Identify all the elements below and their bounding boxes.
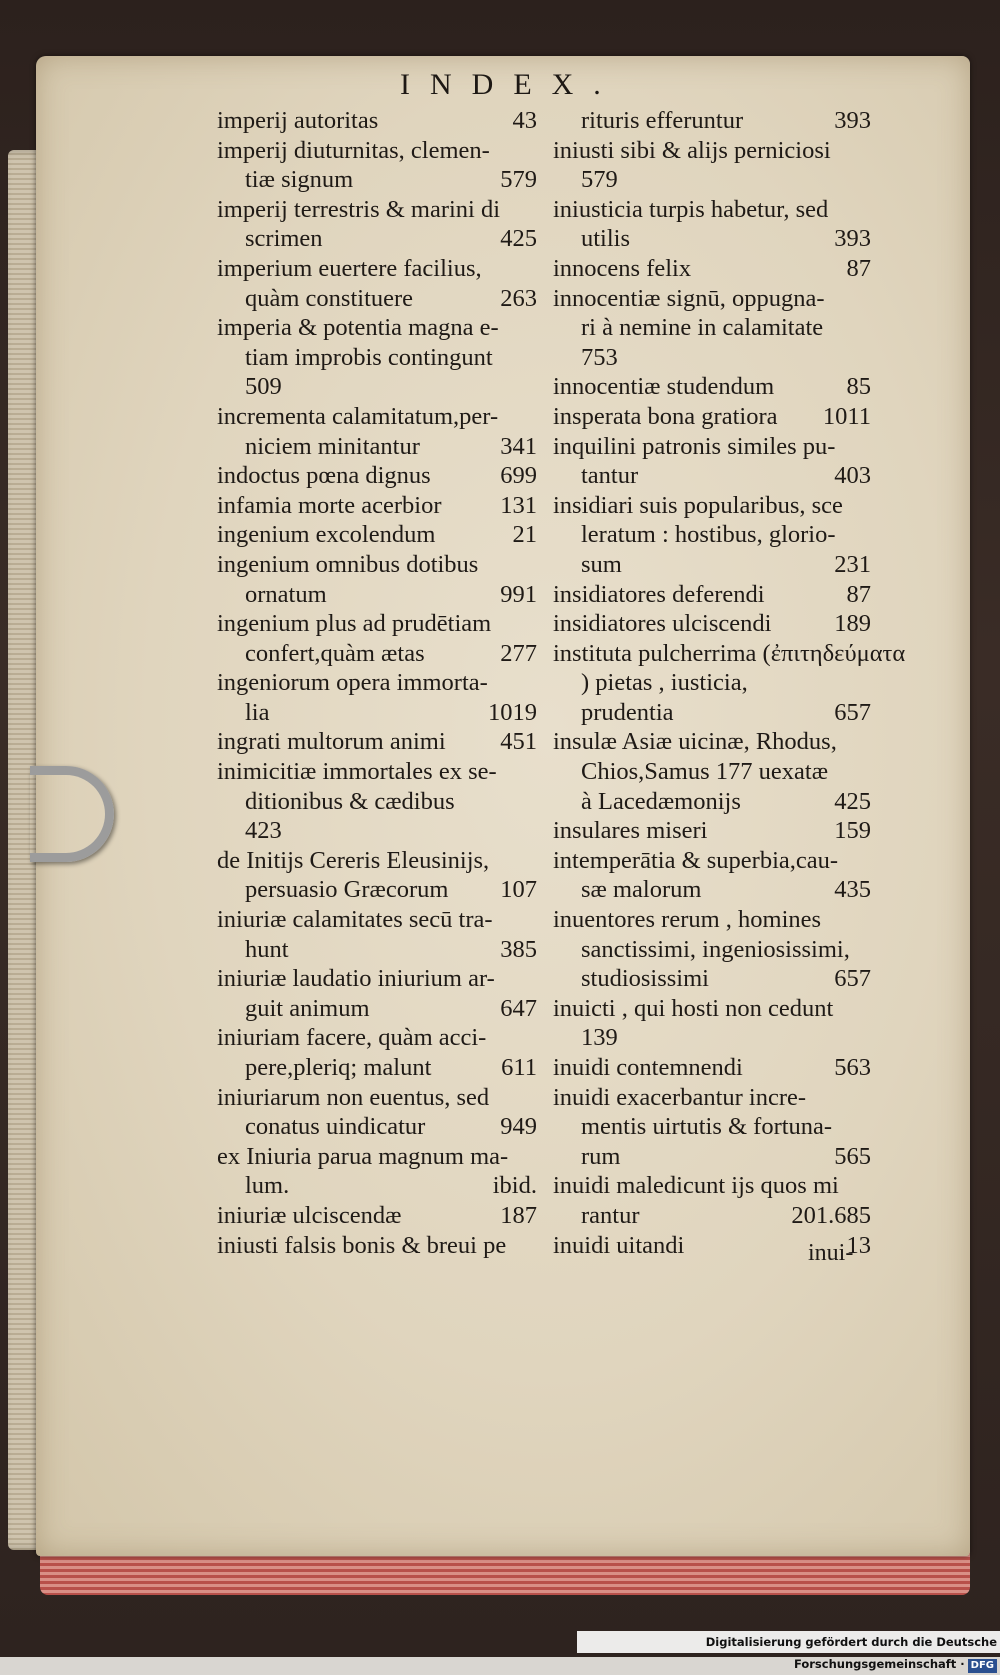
index-line bbox=[217, 639, 537, 669]
page-number: 87 bbox=[846, 580, 871, 608]
page-number: 107 bbox=[500, 876, 537, 904]
page-number: 131 bbox=[500, 491, 537, 519]
index-line bbox=[553, 284, 871, 314]
page-number: 657 bbox=[834, 698, 871, 726]
index-line bbox=[217, 1112, 537, 1142]
page-number: 201.685 bbox=[791, 1201, 871, 1229]
index-entry bbox=[217, 1231, 537, 1261]
page-number: 563 bbox=[834, 1054, 871, 1081]
page-number: 647 bbox=[500, 994, 537, 1022]
page-number: 393 bbox=[834, 107, 871, 134]
dfg-logo: DFG bbox=[968, 1659, 997, 1673]
entry-text: ingenium omnibus dotibus bbox=[217, 550, 479, 578]
index-line bbox=[553, 313, 871, 343]
index-entry bbox=[553, 846, 871, 905]
entry-text: incrementa calamitatum,per- bbox=[217, 402, 499, 430]
entry-text: 753 bbox=[581, 343, 618, 371]
index-line bbox=[553, 136, 871, 166]
entry-text: inquilini patronis similes pu- bbox=[553, 432, 836, 460]
index-line bbox=[217, 432, 537, 462]
index-line bbox=[553, 165, 871, 195]
entry-text: conatus uindicatur bbox=[245, 1113, 426, 1141]
index-line bbox=[553, 432, 871, 462]
entry-text: prudentia bbox=[581, 698, 674, 726]
index-line bbox=[553, 491, 871, 521]
page-number: 393 bbox=[834, 225, 871, 253]
index-entry bbox=[553, 816, 871, 846]
index-line bbox=[217, 757, 537, 787]
page-number: 451 bbox=[500, 728, 537, 756]
entry-text: rituris efferuntur bbox=[581, 107, 744, 134]
index-line bbox=[217, 905, 537, 935]
index-entry bbox=[553, 1083, 871, 1172]
entry-text: insulares miseri bbox=[553, 817, 708, 845]
page-number: 189 bbox=[834, 610, 871, 638]
index-entry bbox=[553, 106, 871, 136]
page-number: 85 bbox=[846, 373, 871, 401]
entry-text: ex Iniuria parua magnum ma- bbox=[217, 1142, 509, 1170]
dfg-footer bbox=[577, 1631, 1000, 1671]
page-number: 159 bbox=[834, 817, 871, 845]
entry-text: insidiari suis popularibus, sce bbox=[553, 491, 843, 519]
index-line bbox=[217, 254, 537, 284]
entry-text: 139 bbox=[581, 1024, 618, 1052]
page-number: 425 bbox=[500, 225, 537, 253]
entry-text: iniuriam facere, quàm acci- bbox=[217, 1024, 487, 1052]
entry-text: insulæ Asiæ uicinæ, Rhodus, bbox=[553, 728, 837, 756]
index-line bbox=[217, 1231, 537, 1261]
entry-text: ) pietas , iusticia, bbox=[581, 669, 748, 697]
entry-text: innocens felix bbox=[553, 254, 692, 282]
entry-text: indoctus pœna dignus bbox=[217, 462, 431, 490]
index-line bbox=[553, 580, 871, 610]
entry-text: ingeniorum opera immorta- bbox=[217, 669, 488, 697]
index-entry bbox=[553, 609, 871, 639]
entry-text: insidiatores deferendi bbox=[553, 580, 765, 608]
entry-text: rum bbox=[581, 1142, 621, 1170]
page-header: INDEX. bbox=[400, 68, 621, 101]
index-line bbox=[217, 313, 537, 343]
entry-text: iniuriæ ulciscendæ bbox=[217, 1201, 402, 1229]
index-line bbox=[553, 757, 871, 787]
entry-text: iniuriæ calamitates secū tra- bbox=[217, 906, 493, 934]
index-entry bbox=[553, 1053, 871, 1083]
index-line bbox=[217, 846, 537, 876]
index-line bbox=[217, 1083, 537, 1113]
index-line bbox=[217, 372, 537, 402]
index-line bbox=[217, 1201, 537, 1231]
page-number: 949 bbox=[500, 1113, 537, 1141]
index-line bbox=[217, 136, 537, 166]
entry-text: imperij terrestris & marini di bbox=[217, 195, 501, 223]
index-entry bbox=[553, 905, 871, 994]
index-line bbox=[553, 905, 871, 935]
entry-text: niciem minitantur bbox=[245, 432, 420, 460]
entry-text: lum. bbox=[245, 1172, 290, 1200]
entry-text: iniuriarum non euentus, sed bbox=[217, 1083, 490, 1111]
footer-text: Digitalisierung gefördert durch die Deutsche Forschungsgemeinschaft · bbox=[705, 1635, 997, 1671]
entry-text: 423 bbox=[245, 817, 282, 845]
index-line bbox=[553, 372, 871, 402]
page-number: 21 bbox=[512, 521, 537, 549]
page-number: 231 bbox=[834, 550, 871, 578]
index-line bbox=[217, 165, 537, 195]
page-number: 1019 bbox=[488, 698, 537, 726]
index-line bbox=[553, 1201, 871, 1231]
entry-text: tantur bbox=[581, 462, 639, 490]
index-line bbox=[217, 935, 537, 965]
index-line bbox=[553, 550, 871, 580]
index-line bbox=[217, 520, 537, 550]
index-entry bbox=[217, 195, 537, 254]
entry-text: sum bbox=[581, 550, 622, 578]
index-entry bbox=[217, 254, 537, 313]
entry-text: inuicti , qui hosti non cedunt bbox=[553, 994, 834, 1022]
entry-text: confert,quàm ætas bbox=[245, 639, 425, 667]
index-line bbox=[553, 727, 871, 757]
index-entry bbox=[217, 1023, 537, 1082]
entry-text: ingrati multorum animi bbox=[217, 728, 446, 756]
entry-text: innocentiæ signū, oppugna- bbox=[553, 284, 825, 312]
index-entry bbox=[553, 994, 871, 1053]
entry-text: tiam improbis contingunt bbox=[245, 343, 493, 371]
paper-clip bbox=[30, 756, 120, 876]
entry-text: Chios,Samus 177 uexatæ bbox=[581, 758, 829, 786]
entry-text: imperij autoritas bbox=[217, 107, 379, 134]
index-entry bbox=[553, 136, 871, 195]
entry-text: utilis bbox=[581, 225, 631, 253]
index-entry bbox=[217, 491, 537, 521]
entry-text: ditionibus & cædibus bbox=[245, 787, 455, 815]
entry-text: imperij diuturnitas, clemen- bbox=[217, 136, 490, 164]
entry-text: ri à nemine in calamitate bbox=[581, 314, 824, 342]
entry-text: imperia & potentia magna e- bbox=[217, 314, 499, 342]
index-line bbox=[553, 787, 871, 817]
index-entry bbox=[553, 580, 871, 610]
entry-text: iniusticia turpis habetur, sed bbox=[553, 195, 829, 223]
entry-text: à Lacedæmonijs bbox=[581, 787, 741, 815]
index-entry bbox=[217, 461, 537, 491]
entry-text: ornatum bbox=[245, 580, 327, 608]
page-number: 263 bbox=[500, 284, 537, 312]
index-entry bbox=[553, 195, 871, 254]
entry-text: inuidi uitandi bbox=[553, 1231, 685, 1259]
index-entry bbox=[217, 1201, 537, 1231]
index-line bbox=[217, 964, 537, 994]
index-line bbox=[217, 994, 537, 1024]
index-line bbox=[217, 816, 537, 846]
entry-text: inuidi contemnendi bbox=[553, 1054, 743, 1081]
index-line bbox=[553, 254, 871, 284]
index-line bbox=[553, 1171, 871, 1201]
index-entry bbox=[217, 520, 537, 550]
entry-text: inuidi maledicunt ijs quos mi bbox=[553, 1172, 839, 1200]
index-line bbox=[553, 520, 871, 550]
entry-text: sanctissimi, ingeniosissimi, bbox=[581, 935, 850, 963]
entry-text: rantur bbox=[581, 1201, 640, 1229]
index-entry bbox=[553, 491, 871, 580]
page-number: 403 bbox=[834, 462, 871, 490]
index-line bbox=[553, 1023, 871, 1053]
index-line bbox=[217, 224, 537, 254]
index-column-left bbox=[217, 106, 537, 1260]
index-entry bbox=[217, 1083, 537, 1142]
entry-text: de Initijs Cereris Eleusinijs, bbox=[217, 846, 490, 874]
index-entry bbox=[553, 727, 871, 816]
index-line bbox=[553, 698, 871, 728]
entry-text: leratum : hostibus, glorio- bbox=[581, 521, 836, 549]
index-entry bbox=[553, 254, 871, 284]
page-number: 87 bbox=[846, 254, 871, 282]
entry-text: inimicitiæ immortales ex se- bbox=[217, 758, 497, 786]
index-entry bbox=[217, 727, 537, 757]
entry-text: ingenium excolendum bbox=[217, 521, 436, 549]
entry-text: quàm constituere bbox=[245, 284, 414, 312]
entry-text: insperata bona gratiora bbox=[553, 402, 778, 430]
index-line bbox=[553, 461, 871, 491]
entry-text: innocentiæ studendum bbox=[553, 373, 775, 401]
entry-text: tiæ signum bbox=[245, 166, 354, 194]
index-line bbox=[553, 846, 871, 876]
index-entry bbox=[217, 757, 537, 846]
entry-text: imperium euertere facilius, bbox=[217, 254, 482, 282]
index-line bbox=[553, 343, 871, 373]
index-entry bbox=[217, 313, 537, 402]
catchword: inui- bbox=[808, 1240, 854, 1266]
index-line bbox=[217, 284, 537, 314]
index-line bbox=[553, 1112, 871, 1142]
index-line bbox=[553, 875, 871, 905]
page-number: 991 bbox=[500, 580, 537, 608]
page-number: 277 bbox=[500, 639, 537, 667]
index-line bbox=[553, 106, 871, 136]
page-number: 565 bbox=[834, 1142, 871, 1170]
index-line bbox=[217, 1142, 537, 1172]
index-line bbox=[217, 787, 537, 817]
index-entry bbox=[217, 846, 537, 905]
index-entry bbox=[217, 668, 537, 727]
entry-text: persuasio Græcorum bbox=[245, 876, 449, 904]
index-entry bbox=[553, 284, 871, 373]
index-entry bbox=[553, 432, 871, 491]
entry-text: 579 bbox=[581, 166, 618, 194]
index-entry bbox=[553, 402, 871, 432]
index-line bbox=[553, 609, 871, 639]
index-line bbox=[217, 343, 537, 373]
entry-text: insidiatores ulciscendi bbox=[553, 610, 772, 638]
page-number: 699 bbox=[500, 462, 537, 490]
entry-text: guit animum bbox=[245, 994, 370, 1022]
index-line bbox=[217, 609, 537, 639]
index-line bbox=[217, 1171, 537, 1201]
entry-text: sæ malorum bbox=[581, 876, 702, 904]
index-line bbox=[553, 639, 906, 669]
entry-text: inuidi exacerbantur incre- bbox=[553, 1083, 807, 1111]
page-number: 579 bbox=[500, 166, 537, 194]
index-entry bbox=[217, 106, 537, 136]
index-line bbox=[553, 935, 871, 965]
index-line bbox=[553, 195, 871, 225]
index-line bbox=[217, 461, 537, 491]
index-line bbox=[217, 106, 537, 136]
entry-text: intemperātia & superbia,cau- bbox=[553, 846, 839, 874]
entry-text: 509 bbox=[245, 373, 282, 401]
index-line bbox=[217, 491, 537, 521]
entry-text: scrimen bbox=[245, 225, 323, 253]
index-line bbox=[553, 964, 871, 994]
index-entry bbox=[553, 372, 871, 402]
entry-text: lia bbox=[245, 698, 270, 726]
index-entry bbox=[553, 639, 906, 728]
page-number: 187 bbox=[500, 1201, 537, 1229]
index-entry bbox=[217, 964, 537, 1023]
index-line bbox=[217, 727, 537, 757]
index-line bbox=[217, 550, 537, 580]
page-number: 425 bbox=[834, 787, 871, 815]
index-line bbox=[553, 1142, 871, 1172]
index-entry bbox=[217, 905, 537, 964]
index-entry bbox=[553, 1171, 871, 1230]
index-line bbox=[217, 698, 537, 728]
index-line bbox=[217, 1053, 537, 1083]
page-number: 657 bbox=[834, 965, 871, 993]
index-line bbox=[553, 1083, 871, 1113]
entry-text: instituta pulcherrima (ἐπιτηδεύματα bbox=[553, 639, 906, 667]
index-line bbox=[553, 816, 871, 846]
entry-text: studiosissimi bbox=[581, 965, 709, 993]
page-number: 611 bbox=[501, 1054, 537, 1081]
page-number: 341 bbox=[500, 432, 537, 460]
page-number: 385 bbox=[500, 935, 537, 963]
index-line bbox=[217, 195, 537, 225]
index-line bbox=[217, 402, 537, 432]
entry-text: mentis uirtutis & fortuna- bbox=[581, 1113, 833, 1141]
index-entry bbox=[217, 550, 537, 609]
index-entry bbox=[217, 136, 537, 195]
index-line bbox=[553, 224, 871, 254]
index-column-right bbox=[553, 106, 906, 1260]
index-line bbox=[217, 668, 537, 698]
page-number: 43 bbox=[512, 107, 537, 134]
index-line bbox=[217, 1023, 537, 1053]
index-line bbox=[553, 994, 871, 1024]
entry-text: ingenium plus ad prudētiam bbox=[217, 610, 492, 638]
index-entry bbox=[217, 609, 537, 668]
page-number: 435 bbox=[834, 876, 871, 904]
entry-text: pere,pleriq; malunt bbox=[245, 1054, 432, 1081]
index-line bbox=[553, 1053, 871, 1083]
index-line bbox=[217, 875, 537, 905]
index-line bbox=[553, 668, 871, 698]
entry-text: inuentores rerum , homines bbox=[553, 906, 822, 934]
page-number: 13 bbox=[846, 1231, 871, 1259]
page-number: ibid. bbox=[492, 1172, 537, 1200]
index-entry bbox=[217, 402, 537, 461]
entry-text: iniuriæ laudatio iniurium ar- bbox=[217, 965, 495, 993]
page-number: 1011 bbox=[822, 402, 871, 430]
entry-text: hunt bbox=[245, 935, 289, 963]
entry-text: iniusti falsis bonis & breui pe bbox=[217, 1231, 507, 1259]
entry-text: iniusti sibi & alijs perniciosi bbox=[553, 136, 831, 164]
index-entry bbox=[217, 1142, 537, 1201]
entry-text: infamia morte acerbior bbox=[217, 491, 442, 519]
index-line bbox=[553, 402, 871, 432]
index-line bbox=[217, 580, 537, 610]
